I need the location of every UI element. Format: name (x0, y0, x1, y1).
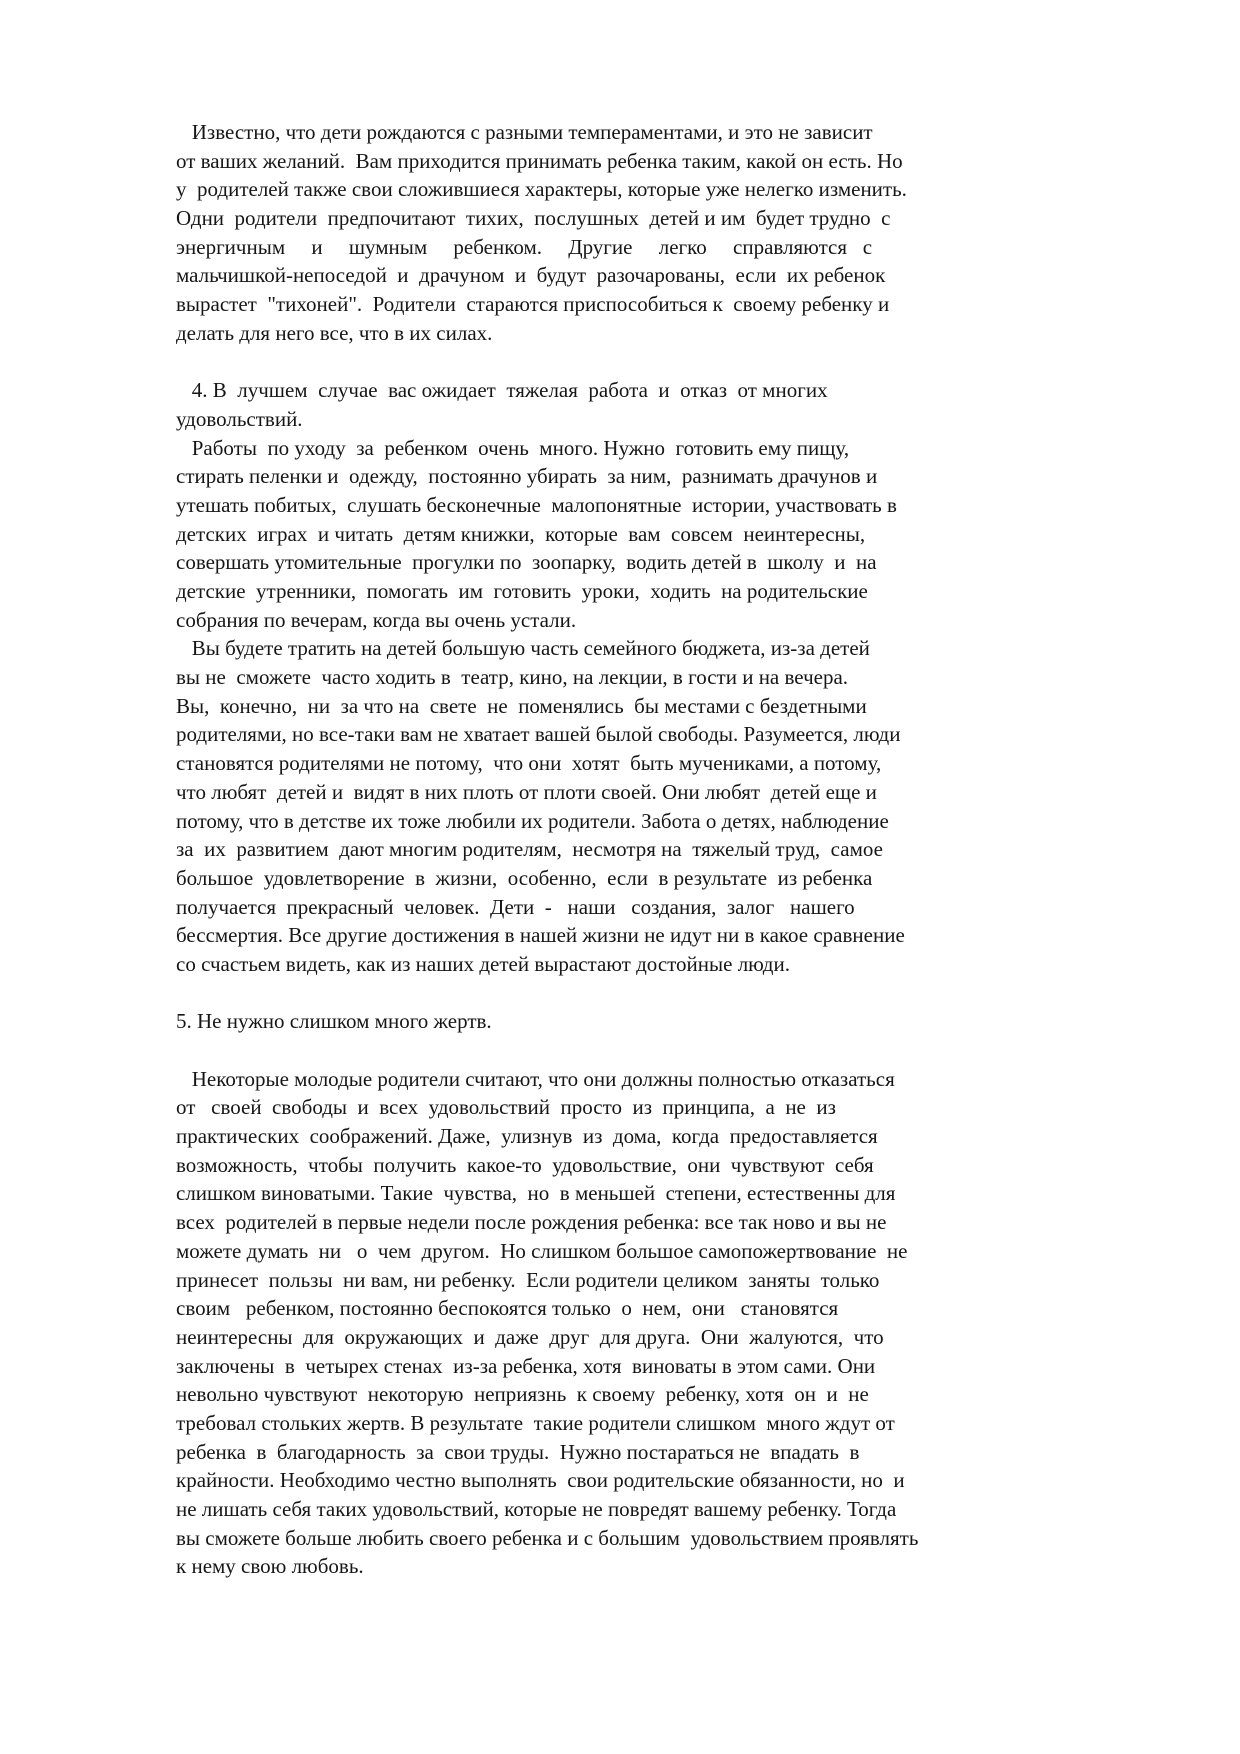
text-line: крайности. Необходимо честно выполнять свои родительские обязанности, но и (176, 1468, 905, 1493)
text-line: Известно, что дети рождаются с разными темпераментами, и это не зависит (176, 120, 873, 144)
text-line: бессмертия. Все другие достижения в нашей жизни не идут ни в какое сравнение (176, 923, 905, 948)
text-line: становятся родителями не потому, что они хотят быть мучениками, а потому, (176, 751, 882, 776)
text-line: Работы по уходу за ребенком очень много. Нужно готовить ему пищу, (176, 435, 850, 460)
text-line: со счастьем видеть, как из наших детей вырастают достойные люди. (176, 951, 790, 976)
text-line: от ваших желаний. Вам приходится принимать ребенка таким, какой он есть. Но (176, 148, 903, 173)
text-line: родителями, но все-таки вам не хватает вашей былой свободы. Разумеется, люди (176, 722, 901, 747)
text-line: вы сможете больше любить своего ребенка и с большим удовольствием проявлять (176, 1525, 919, 1550)
text-line: слишком виноватыми. Такие чувства, но в меньшей степени, естественны для (176, 1181, 896, 1206)
text-line: большое удовлетворение в жизни, особенно, если в результате из ребенка (176, 865, 873, 890)
text-line: за их развитием дают многим родителям, несмотря на тяжелый труд, самое (176, 837, 883, 862)
text-line: от своей свободы и всех удовольствий просто из принципа, а не из (176, 1095, 836, 1120)
text-line: всех родителей в первые недели после рождения ребенка: все так ново и вы не (176, 1210, 887, 1235)
text-line: Некоторые молодые родители считают, что они должны полностью отказаться (176, 1066, 895, 1091)
text-line: совершать утомительные прогулки по зоопарку, водить детей в школу и на (176, 550, 877, 575)
paragraph-gap (176, 1036, 1076, 1065)
text-line: мальчишкой-непоседой и драчуном и будут разочарованы, если их ребенок (176, 263, 886, 288)
text-line: возможность, чтобы получить какое-то удовольствие, они чувствуют себя (176, 1152, 874, 1177)
text-line: к нему свою любовь. (176, 1554, 364, 1579)
text-line: практических соображений. Даже, улизнув из дома, когда предоставляется (176, 1124, 878, 1149)
text-line: неинтересны для окружающих и даже друг для друга. Они жалуются, что (176, 1324, 884, 1349)
text-line: потому, что в детстве их тоже любили их родители. Забота о детях, наблюдение (176, 808, 889, 833)
text-line: 4. В лучшем случае вас ожидает тяжелая работа и отказ от многих (176, 378, 828, 403)
text-line: у родителей также свои сложившиеся характеры, которые уже нелегко изменить. (176, 177, 907, 202)
text-line: 5. Не нужно слишком много жертв. (176, 1009, 492, 1034)
text-line: детские утренники, помогать им готовить уроки, ходить на родительские (176, 579, 868, 603)
text-line: получается прекрасный человек. Дети - наши создания, залог нашего (176, 894, 855, 919)
text-line: ребенка в благодарность за свои труды. Нужно постараться не впадать в (176, 1439, 860, 1464)
text-line: утешать побитых, слушать бесконечные малопонятные истории, участвовать в (176, 492, 897, 517)
text-line: вы не сможете часто ходить в театр, кино, на лекции, в гости и на вечера. (176, 665, 849, 690)
text-line: невольно чувствуют некоторую неприязнь к своему ребенку, хотя он и не (176, 1382, 869, 1407)
text-line: что любят детей и видят в них плоть от плоти своей. Они любят детей еще и (176, 779, 877, 804)
text-line: собрания по вечерам, когда вы очень устали. (176, 607, 577, 632)
text-line: Одни родители предпочитают тихих, послушных детей и им будет трудно с (176, 206, 891, 231)
text-line: стирать пеленки и одежду, постоянно убирать за ним, разнимать драчунов и (176, 464, 878, 489)
text-line: детских играх и читать детям книжки, которые вам совсем неинтересны, (176, 521, 866, 546)
text-line: вырастет "тихоней". Родители стараются приспособиться к своему ребенку и (176, 292, 890, 317)
text-line: энергичным и шумным ребенком. Другие легко справляются с (176, 234, 873, 259)
text-line: Вы, конечно, ни за что на свете не поменялись бы местами с бездетными (176, 693, 867, 718)
text-line: требовал стольких жертв. В результате такие родители слишком много ждут от (176, 1410, 895, 1435)
text-line: заключены в четырех стенах из-за ребенка, хотя виноваты в этом сами. Они (176, 1353, 876, 1378)
paragraph-gap (176, 348, 1076, 377)
text-line: делать для него все, что в их силах. (176, 320, 493, 345)
text-line: удовольствий. (176, 406, 303, 431)
text-line: Вы будете тратить на детей большую часть семейного бюджета, из-за детей (176, 636, 870, 661)
text-line: можете думать ни о чем другом. Но слишком большое самопожертвование не (176, 1238, 908, 1263)
text-line: своим ребенком, постоянно беспокоятся только о нем, они становятся (176, 1296, 839, 1321)
paragraph-gap (176, 979, 1076, 1008)
document-body (176, 118, 1076, 1581)
text-line: принесет пользы ни вам, ни ребенку. Если родители целиком заняты только (176, 1267, 880, 1292)
text-line: не лишать себя таких удовольствий, которые не повредят вашему ребенку. Тогда (176, 1497, 897, 1521)
